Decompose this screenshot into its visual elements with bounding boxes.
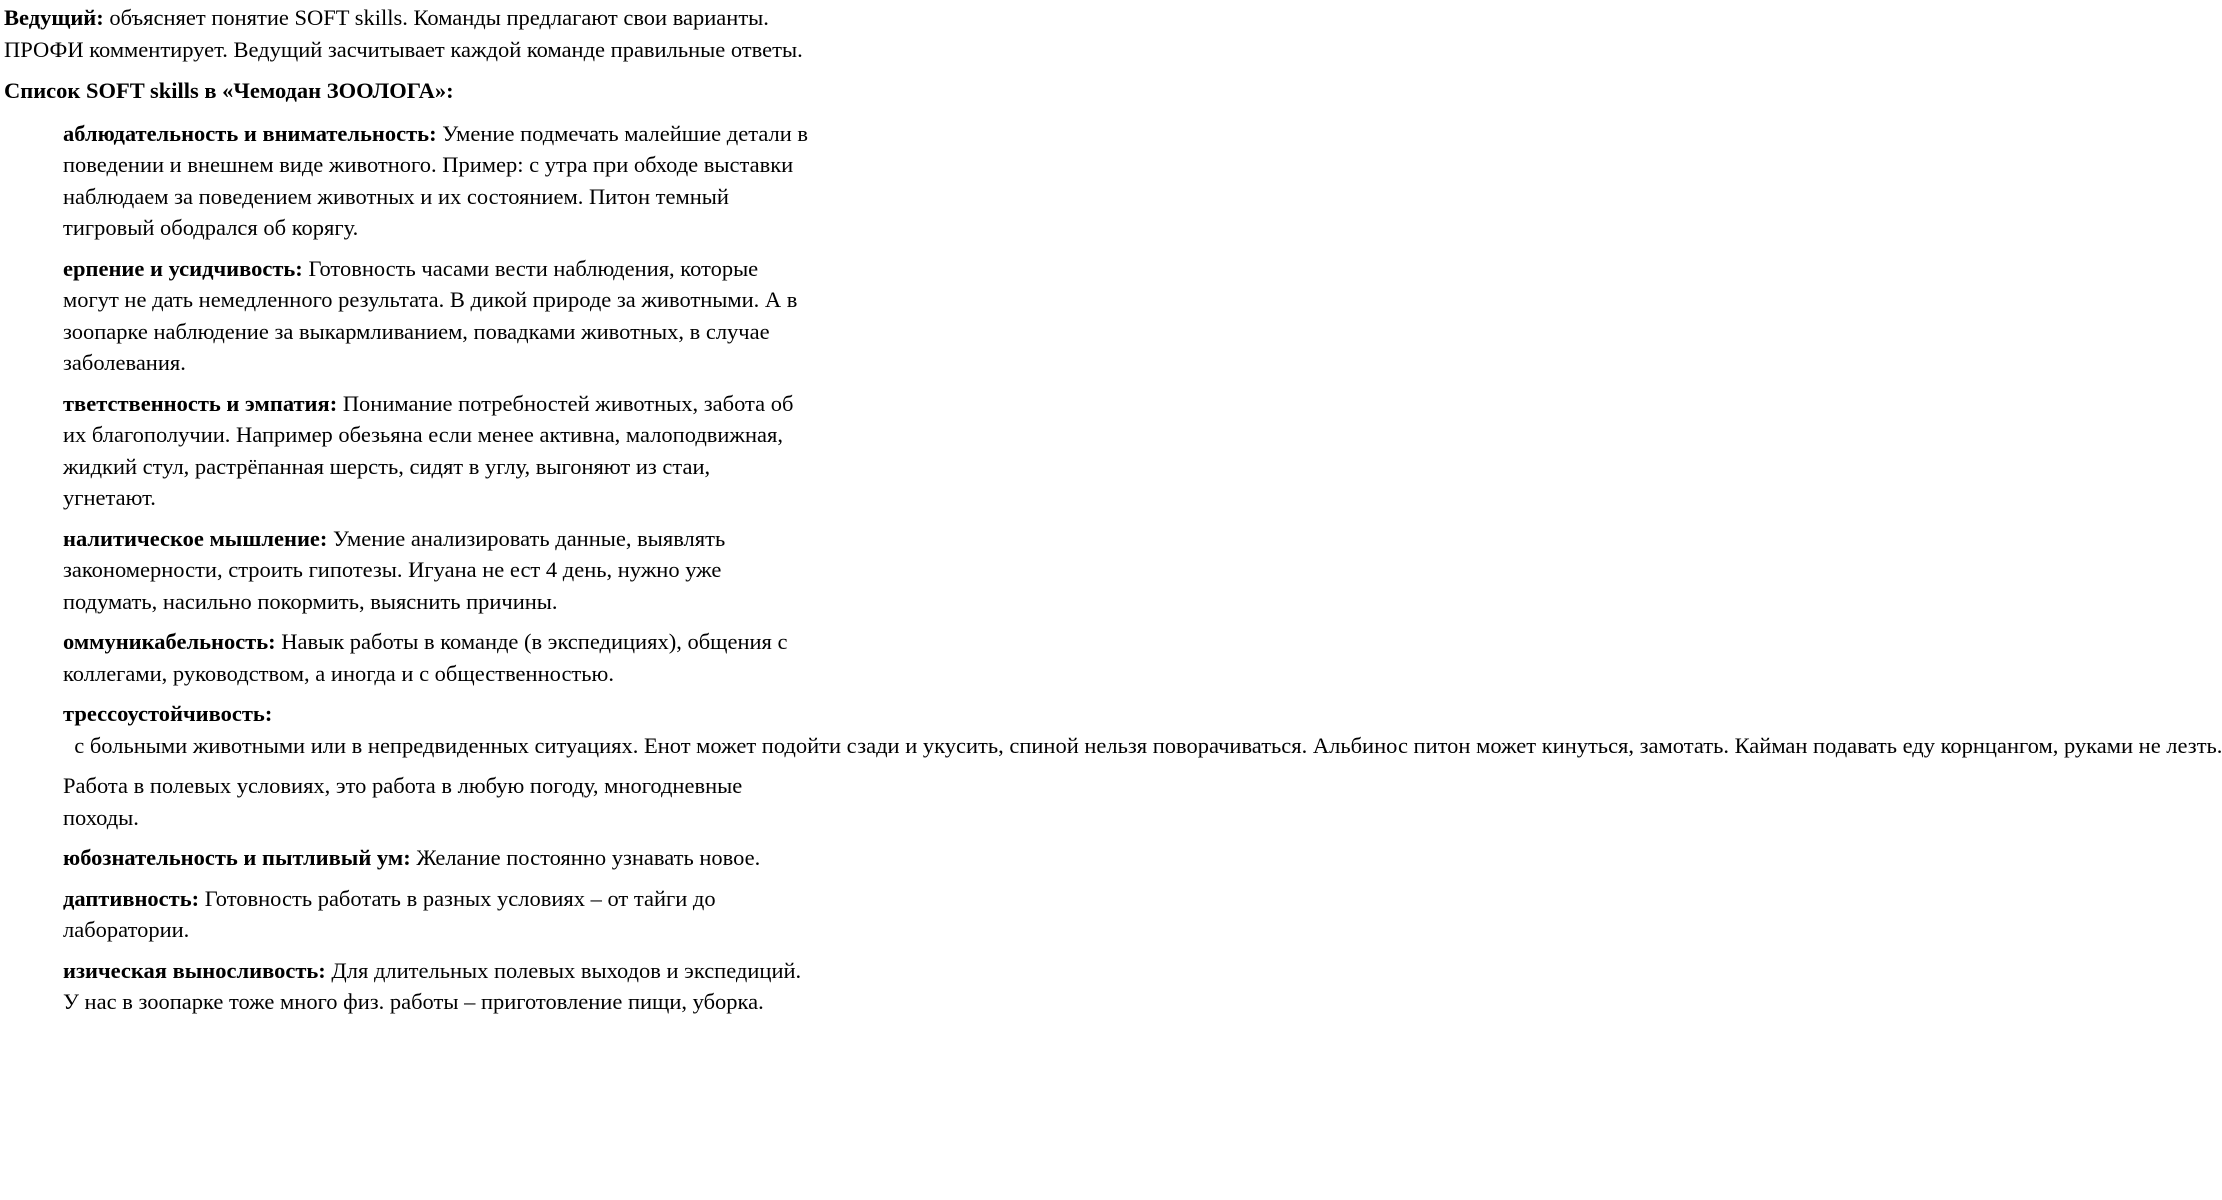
skill-responsibility [4, 388, 808, 514]
skill-description: Желание постоянно узнавать новое. [410, 845, 761, 870]
skill-term: аблюдательность и внимательность: [63, 120, 437, 146]
skill-term: оммуникабельность: [63, 629, 276, 654]
skill-description: с больными животными или в непредвиденных ситуациях. Енот может подойти сзади и укусить, спиной нельзя поворачиваться. Альбинос питон может кинуться, замотать. Кайман подавать еду корнцангом, руками не лезть. [63, 732, 2222, 758]
skill-description: Работа в полевых условиях, это работа в любую погоду, многодневные походы. [63, 773, 743, 830]
intro-label: Ведущий: [4, 5, 104, 30]
skill-analytical-thinking [4, 523, 808, 618]
skill-term: ерпение и усидчивость: [63, 255, 303, 281]
skill-term: тветственность и эмпатия: [63, 390, 338, 416]
skill-communication [4, 626, 808, 689]
skill-physical-endurance [4, 955, 808, 1018]
skill-description: Готовность работать в разных условиях – от тайги до лаборатории. [63, 885, 716, 942]
intro-text: объясняет понятие SOFT skills. Команды предлагают свои варианты. ПРОФИ комментирует. Ведущий засчитывает каждой команде правильные ответы. [4, 5, 803, 62]
heading-text: Список SOFT skills в «Чемодан ЗООЛОГА»: [4, 78, 454, 103]
skill-adaptability [4, 883, 808, 946]
skill-curiosity [4, 842, 808, 874]
soft-skills-heading [4, 75, 808, 107]
skill-term: изическая выносливость: [63, 957, 326, 983]
skill-patience [4, 253, 808, 379]
skill-description: Готовность часами вести наблюдения, которые могут не дать немедленного результата. В дикой природе за животными. А в зоопарке наблюдение за выкармливанием, повадками животных, в случае заболевания. [63, 255, 798, 375]
skill-observation [4, 118, 808, 244]
skill-term: юбознательность и пытливый ум: [63, 845, 411, 870]
skill-description: Умение подмечать малейшие детали в поведении и внешнем виде животного. Пример: с утра при обходе выставки наблюдаем за поведением животных и их состоянием. Питон темный тигровый ободрался об корягу. [63, 120, 809, 240]
skill-description: Для длительных полевых выходов и экспедиций. У нас в зоопарке тоже много физ. работы – приготовление пищи, уборка. [63, 957, 802, 1014]
skill-term: трессоустойчивость: [63, 701, 273, 726]
skill-term: даптивность: [63, 885, 200, 911]
field-work-paragraph [4, 770, 808, 833]
skill-description: Умение анализировать данные, выявлять закономерности, строить гипотезы. Игуана не ест 4 день, нужно уже подумать, насильно покормить, выяснить причины. [63, 525, 726, 614]
skill-stress-resistance [4, 698, 2222, 761]
skill-term: налитическое мышление: [63, 525, 328, 551]
intro-paragraph [4, 2, 808, 65]
skill-description: Навык работы в команде (в экспедициях), общения с коллегами, руководством, а иногда и с общественностью. [63, 629, 788, 686]
skill-description: Понимание потребностей животных, забота об их благополучии. Например обезьяна если менее активна, малоподвижная, жидкий стул, растрёпанная шерсть, сидят в углу, выгоняют из стаи, угнетают. [63, 390, 794, 510]
